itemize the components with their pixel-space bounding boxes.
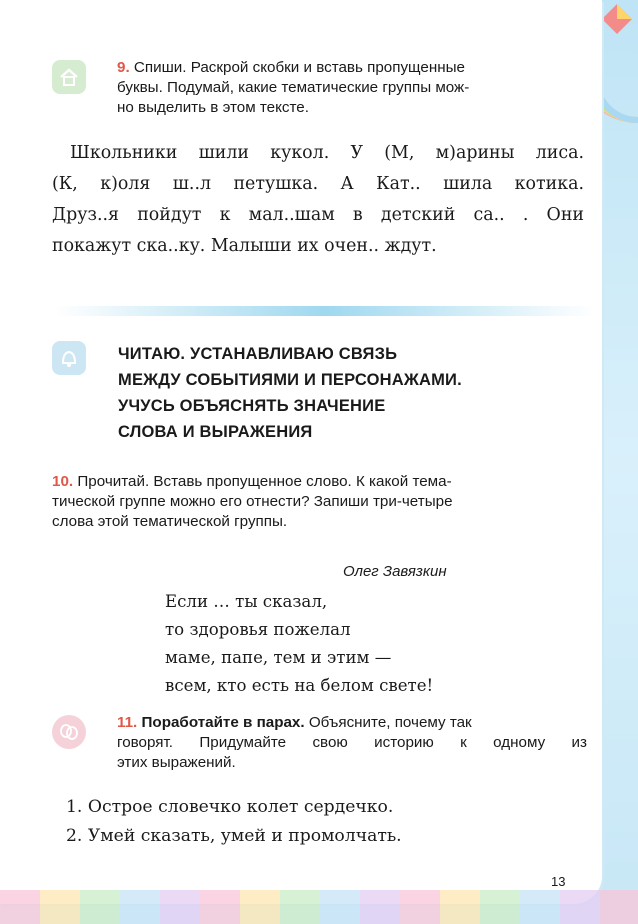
section-divider: [55, 306, 595, 316]
section-title-line: СЛОВА И ВЫРАЖЕНИЯ: [118, 423, 313, 441]
task11-number: 11.: [117, 714, 138, 731]
task11-line1: Объясните, почему так: [308, 714, 472, 731]
task11-line3: этих выражений.: [117, 754, 236, 771]
section-title: [118, 341, 462, 445]
task10-line3: слова этой тематической группы.: [52, 513, 288, 530]
saying-item: 2. Умей сказать, умей и промолчать.: [66, 826, 402, 846]
section-title-line: ЧИТАЮ. УСТАНАВЛИВАЮ СВЯЗЬ: [118, 345, 398, 363]
task9-text: [52, 138, 584, 262]
bottom-decoration: [0, 890, 638, 924]
section-title-line: МЕЖДУ СОБЫТИЯМИ И ПЕРСОНАЖАМИ.: [118, 371, 462, 389]
task11-bold: Поработайте в парах.: [141, 714, 305, 731]
task9-text-line: Школьники шили кукол. У (М, м)арины лиса.: [70, 143, 584, 163]
task9-text-line: (К, к)оля ш..л петушка. А Кат.. шила котика.: [52, 174, 584, 194]
bell-icon: [52, 341, 86, 375]
task9-line1: Спиши. Раскрой скобки и вставь пропущенные: [133, 59, 465, 76]
poem-line: Если … ты сказал,: [165, 592, 328, 611]
side-decoration: [600, 0, 638, 924]
saying-item: 1. Острое словечко колет сердечко.: [66, 797, 394, 817]
kite-decoration: [600, 2, 634, 36]
task9-line3: но выделить в этом тексте.: [117, 99, 309, 116]
poem-author: Олег Завязкин: [343, 563, 447, 580]
page-number: 13: [551, 874, 566, 889]
poem-line: маме, папе, тем и этим —: [165, 648, 392, 667]
masks-icon: [52, 715, 86, 749]
task11-line2: говорят. Придумайте свою историю к одному из: [117, 734, 587, 751]
task9-text-line: Друз..я пойдут к мал..шам в детский са.. . Они: [52, 205, 584, 225]
house-icon: [52, 60, 86, 94]
poem-line: то здоровья пожелал: [165, 620, 351, 639]
task10-line2: тической группе можно его отнести? Запиши три-четыре: [52, 493, 453, 510]
task9-text-line: покажут ска..ку. Малыши их очен.. ждут.: [52, 236, 437, 256]
poem: [165, 588, 433, 700]
task10-instruction: [52, 472, 592, 532]
task9-instruction: [117, 58, 587, 118]
sayings-list: [66, 793, 402, 851]
poem-line: всем, кто есть на белом свете!: [165, 676, 434, 695]
task11-instruction: [117, 713, 587, 773]
task10-line1: Прочитай. Вставь пропущенное слово. К какой тема-: [77, 473, 452, 490]
task9-line2: буквы. Подумай, какие тематические группы мож-: [117, 79, 470, 96]
task9-number: 9.: [117, 59, 130, 76]
task10-number: 10.: [52, 473, 74, 490]
section-title-line: УЧУСЬ ОБЪЯСНЯТЬ ЗНАЧЕНИЕ: [118, 397, 386, 415]
